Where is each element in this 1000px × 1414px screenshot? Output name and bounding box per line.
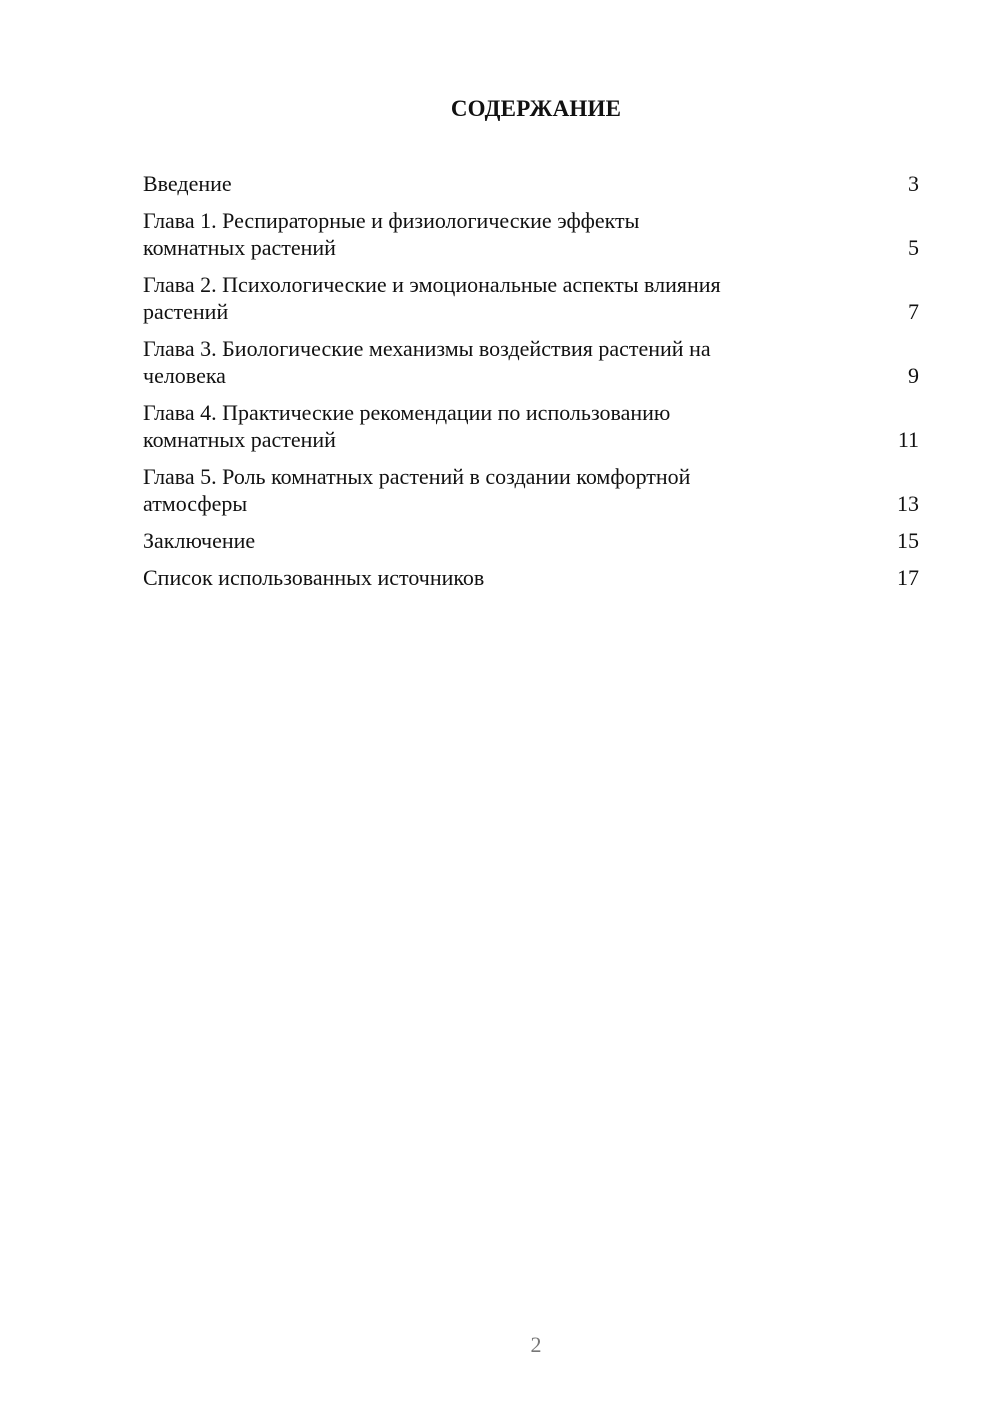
toc-entry-page-number: 3 <box>908 171 919 196</box>
toc-entry <box>143 564 919 591</box>
toc-entry-text <box>143 399 670 453</box>
toc-entry-line: Заключение <box>143 528 256 553</box>
toc-entry-line: Глава 4. Практические рекомендации по использованию <box>143 400 671 425</box>
toc-entry-page-number: 13 <box>897 491 919 516</box>
page-number: 2 <box>530 1332 542 1357</box>
toc-entry-text <box>143 527 255 554</box>
toc-entry-line: Глава 2. Психологические и эмоциональные аспекты влияния <box>143 272 721 297</box>
toc-entry-line: Глава 1. Респираторные и физиологические эффекты <box>143 208 640 233</box>
toc-entry-line: комнатных растений <box>143 427 336 452</box>
toc-entry-line: Список использованных источников <box>143 565 485 590</box>
toc-entry-page-number: 17 <box>897 565 919 590</box>
toc-entry <box>143 170 919 197</box>
toc-entry-text <box>143 335 711 389</box>
toc-entry-text <box>143 207 639 261</box>
toc-entry-line: человека <box>143 363 226 388</box>
toc-entry-line: атмосферы <box>143 491 248 516</box>
page-title: СОДЕРЖАНИЕ <box>450 96 622 121</box>
toc-entry-page-number: 15 <box>897 528 919 553</box>
toc-entry-text <box>143 564 484 591</box>
toc-entry-line: Введение <box>143 171 232 196</box>
toc-entry-line: Глава 3. Биологические механизмы воздействия растений на <box>143 336 711 361</box>
toc-entry <box>143 271 919 325</box>
toc-entry-page-number: 11 <box>897 427 919 452</box>
toc-entry-text <box>143 463 690 517</box>
toc-entry <box>143 335 919 389</box>
toc-entry-text <box>143 271 721 325</box>
table-of-contents <box>143 170 919 601</box>
toc-entry-page-number: 5 <box>908 235 919 260</box>
toc-entry <box>143 207 919 261</box>
toc-entry-line: комнатных растений <box>143 235 336 260</box>
toc-entry <box>143 463 919 517</box>
toc-entry-text <box>143 170 232 197</box>
toc-entry <box>143 527 919 554</box>
toc-entry <box>143 399 919 453</box>
toc-entry-page-number: 9 <box>908 363 919 388</box>
toc-entry-line: растений <box>143 299 229 324</box>
toc-entry-page-number: 7 <box>908 299 919 324</box>
toc-entry-line: Глава 5. Роль комнатных растений в создании комфортной <box>143 464 691 489</box>
